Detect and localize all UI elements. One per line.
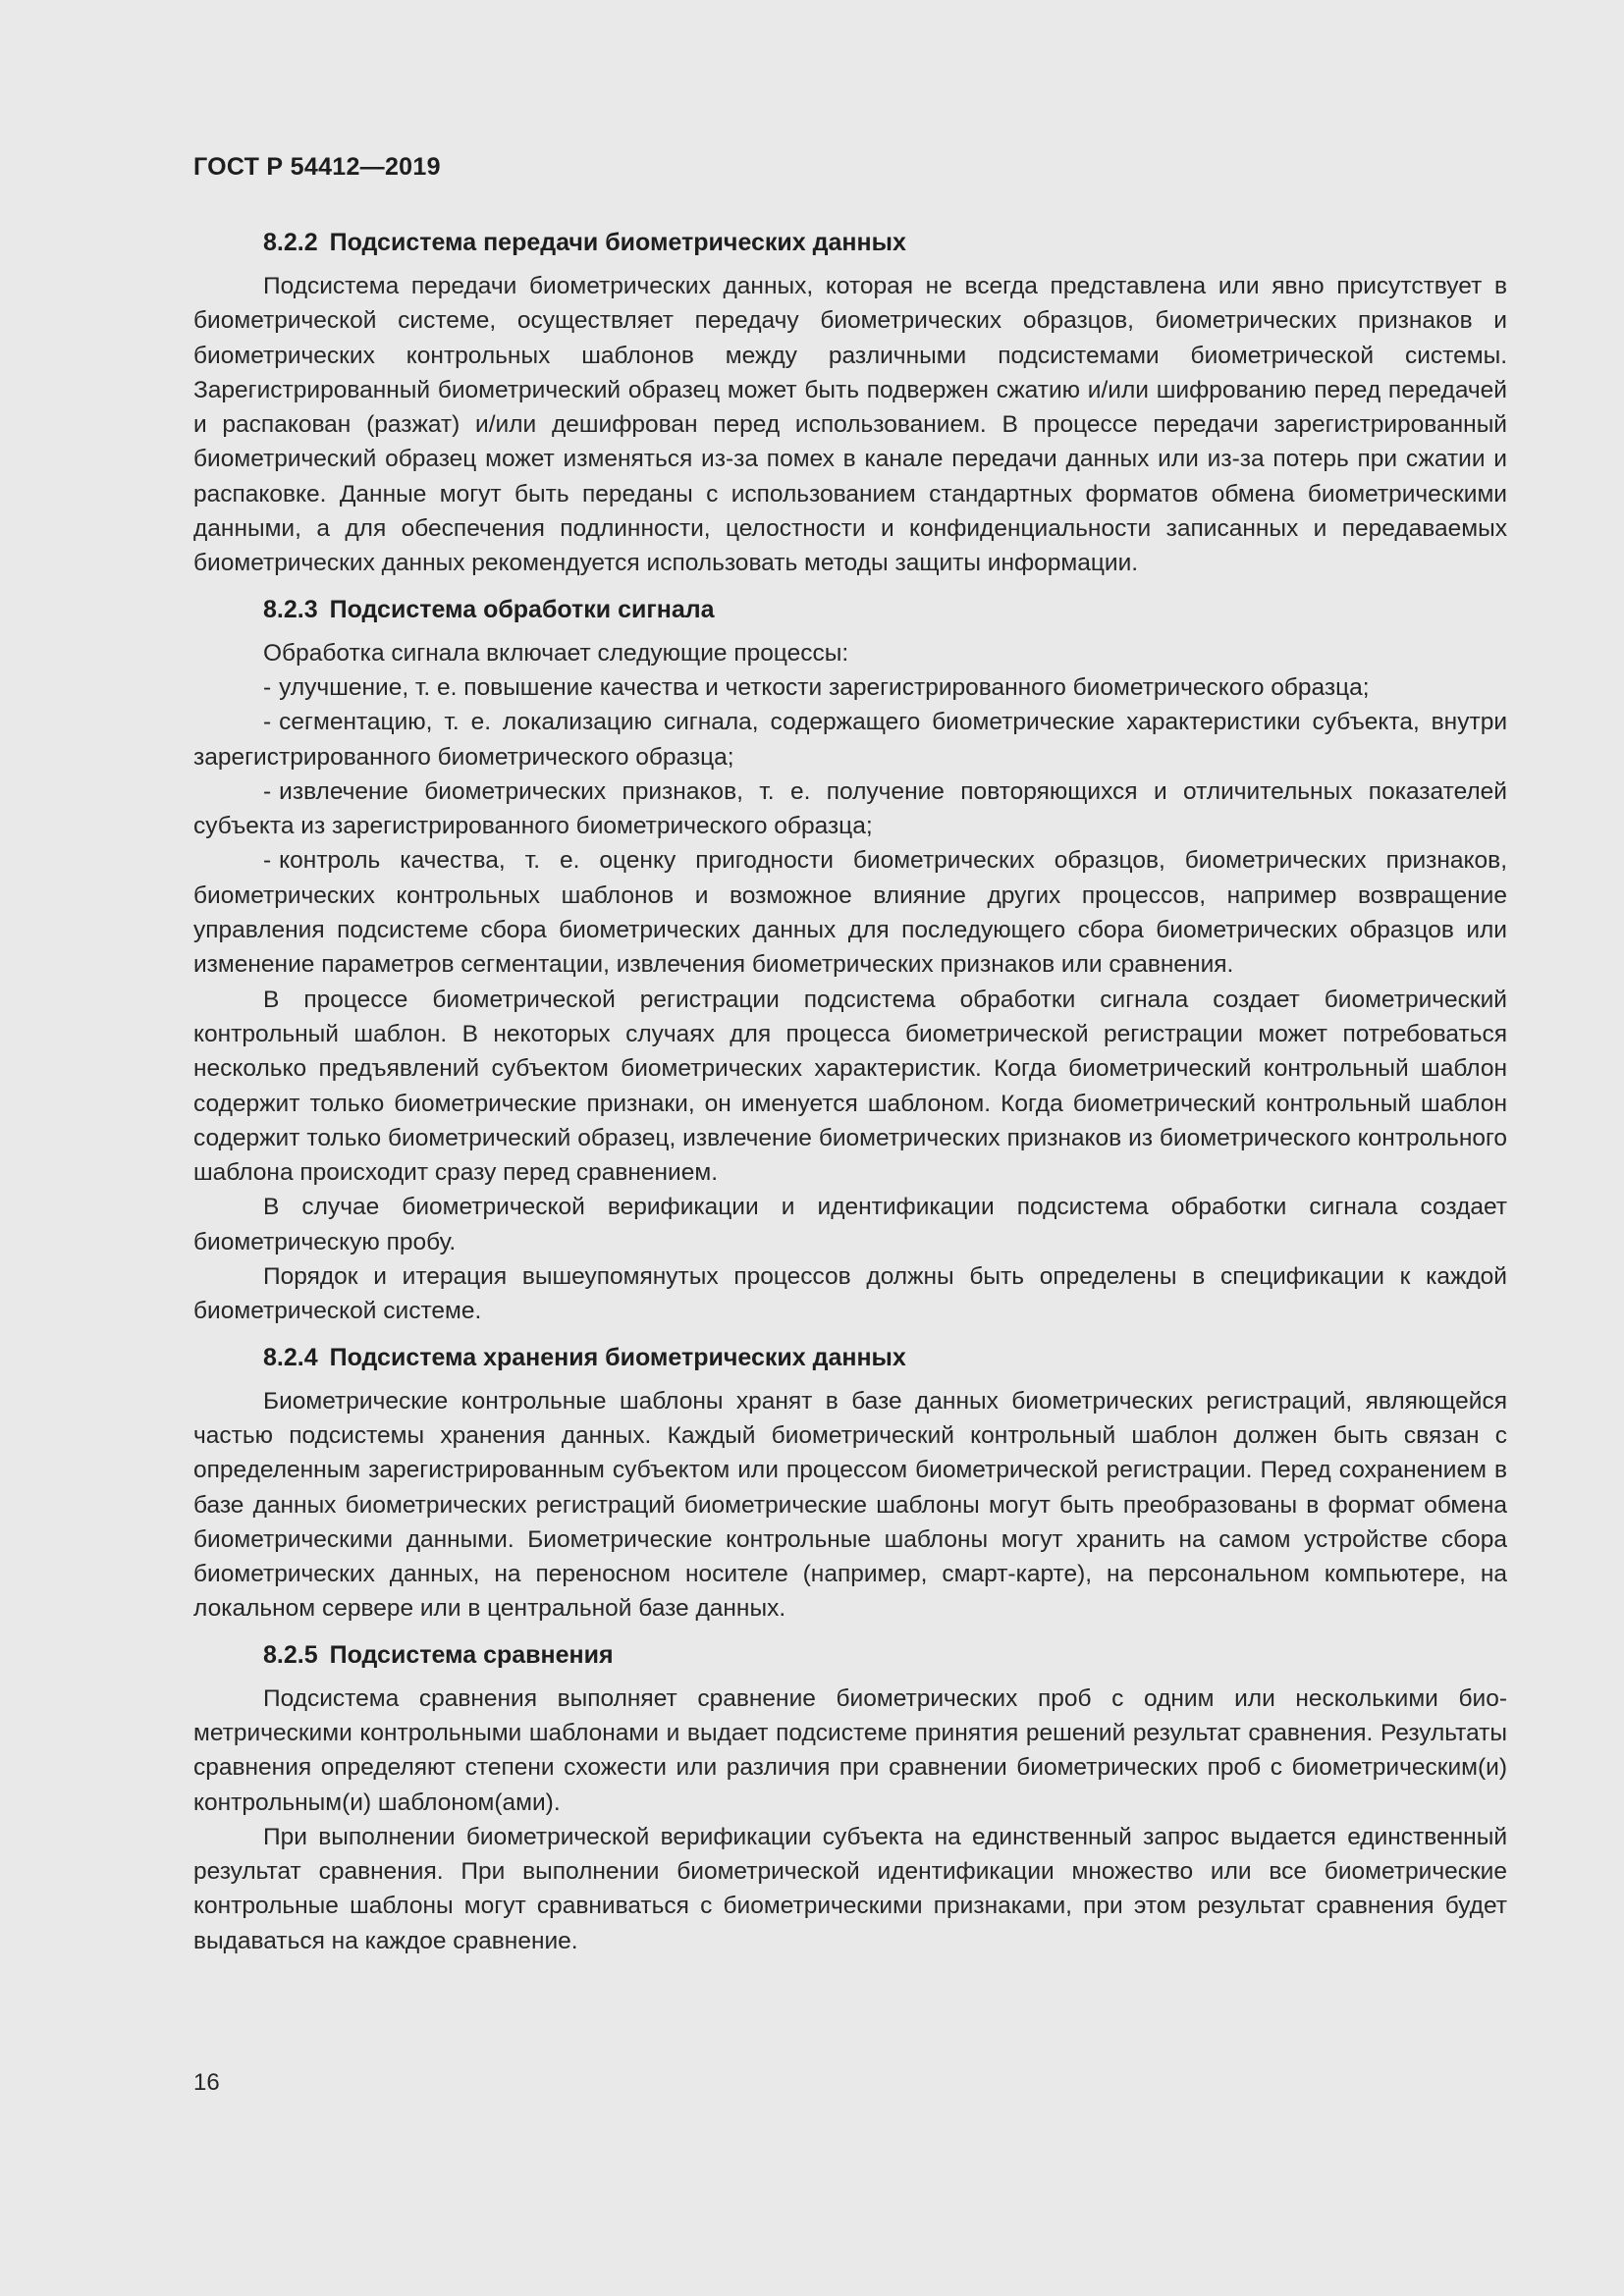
page-number: 16 (193, 2069, 220, 2096)
section-heading (193, 593, 1507, 626)
list-item-text: сегментацию, т. е. локализацию сигнала, содержащего биометрические характеристики субъекта, внутри зарегистрированного биометрического образца; (193, 709, 1507, 771)
document-header: ГОСТ Р 54412—2019 (193, 153, 441, 181)
list-dash: - (263, 673, 272, 701)
section-title: Подсистема обработки сигнала (329, 595, 715, 623)
paragraph: При выполнении биометрической верификации субъекта на единственный запрос выдается единственный результат сравнения. При выполнении биометрической идентификации множество или все биометрические контрольные шаблоны могут сравниваться с биометрическими признаками, при этом результат сравнения будет выдаваться на каждое сравнение. (193, 1823, 1507, 1954)
section-title: Подсистема передачи биометрических данных (329, 229, 906, 256)
list-item (193, 705, 1507, 774)
section-number: 8.2.2 (263, 229, 318, 256)
list-dash: - (263, 847, 272, 875)
list-item-text: извлечение биометрических признаков, т. е. получение повторяющихся и отличительных показателей субъекта из зарегистрированного биометрического образца; (193, 777, 1507, 840)
section-title: Подсистема хранения биометрических данных (329, 1343, 906, 1371)
list-dash: - (263, 709, 272, 736)
section-number: 8.2.5 (263, 1640, 318, 1669)
list-item (193, 774, 1507, 844)
document-body (193, 226, 1507, 1970)
paragraph-intro: Обработка сигнала включает следующие процессы: (263, 639, 849, 667)
section-number: 8.2.3 (263, 595, 318, 623)
paragraph: Подсистема передачи биометрических данных, которая не всегда представлена или явно присутствует в биометрической системе, осуществляет передачу биометрических образцов, биометрических признаков и биометрических контрольных шаблонов между различными подсистемами биометрической системы. Зарегистрированный биометрический образец может быть подвержен сжатию и/или шифрованию перед передачей и распакован (разжат) и/или дешифрован перед использованием. В процессе передачи зарегистрированный биометрический образец может изменяться из-за помех в канале передачи данных или из-за потерь при сжатии и распаковке. Данные могут быть переданы с использованием стандартных форматов обмена биометрическими данными, а для обеспечения подлинности, целостности и конфиденциальности записанных и передаваемых биометрических данных рекомендуется использовать методы защиты информации. (193, 273, 1507, 577)
section-number: 8.2.4 (263, 1343, 318, 1371)
section-heading (193, 1341, 1507, 1374)
paragraph: Биометрические контрольные шаблоны хранят в базе данных биометрических регистраций, являющейся частью подсистемы хранения данных. Каждый биометрический контрольный шаблон должен быть связан с определенным зарегистрированным субъектом или процессом биометрической регистрации. Перед сохранением в базе данных биометрических регистраций биометрические шаблоны могут быть преобразованы в формат обмена биометрическими данными. Биометрические контрольные шаблоны могут хранить на самом устройстве сбора биометрических данных, на переносном носителе (например, смарт-карте), на персональном компьютере, на локальном сервере или в центральной базе данных. (193, 1387, 1507, 1623)
paragraph: Подсистема сравнения выполняет сравнение биометрических проб с одним или несколькими биометрическими контрольными шаблонами и выдает подсистеме принятия решений результат сравнения. Результаты сравнения определяют степени схожести или различия при сравнении биометрических проб с биометрическим(и) контрольным(и) шаблоном(ами). (193, 1684, 1507, 1816)
section-8-2-5 (193, 1638, 1507, 1958)
section-8-2-3 (193, 593, 1507, 1329)
section-heading (193, 1638, 1507, 1672)
list-item-text: контроль качества, т. е. оценку пригодности биометрических образцов, биометрических признаков, биометрических контрольных шаблонов и возможное влияние других процессов, например возвращение управления подсистеме сбора биометрических данных для последующего сбора биометрических образцов или изменение параметров сегментации, извлечения биометрических признаков или сравнения. (193, 847, 1507, 979)
section-title: Подсистема сравнения (329, 1640, 614, 1669)
section-heading (193, 226, 1507, 259)
list-dash: - (263, 777, 272, 805)
section-8-2-4 (193, 1341, 1507, 1627)
list-item (193, 843, 1507, 982)
section-8-2-2 (193, 226, 1507, 581)
paragraph: Порядок и итерация вышеупомянутых процессов должны быть определены в спецификации к каждой биометрической системе. (193, 1263, 1507, 1325)
list-item (193, 670, 1507, 705)
paragraph: В случае биометрической верификации и идентификации подсистема обработки сигнала создает биометрическую пробу. (193, 1194, 1507, 1255)
list-item-text: улучшение, т. е. повышение качества и четкости зарегистрированного биометрического образца; (279, 673, 1370, 701)
paragraph: В процессе биометрической регистрации подсистема обработки сигнала создает биометрический контрольный шаблон. В некоторых случаях для процесса биометрической регистрации может потребоваться несколько предъявлений субъектом биометрических характеристик. Когда биометрический контрольный шаблон содержит только биометрические признаки, он именуется шаблоном. Когда биометрический контрольный шаблон содержит только биометрический образец, извлечение биометрических признаков из биометрического контрольного шаблона происходит сразу перед сравнением. (193, 986, 1507, 1187)
